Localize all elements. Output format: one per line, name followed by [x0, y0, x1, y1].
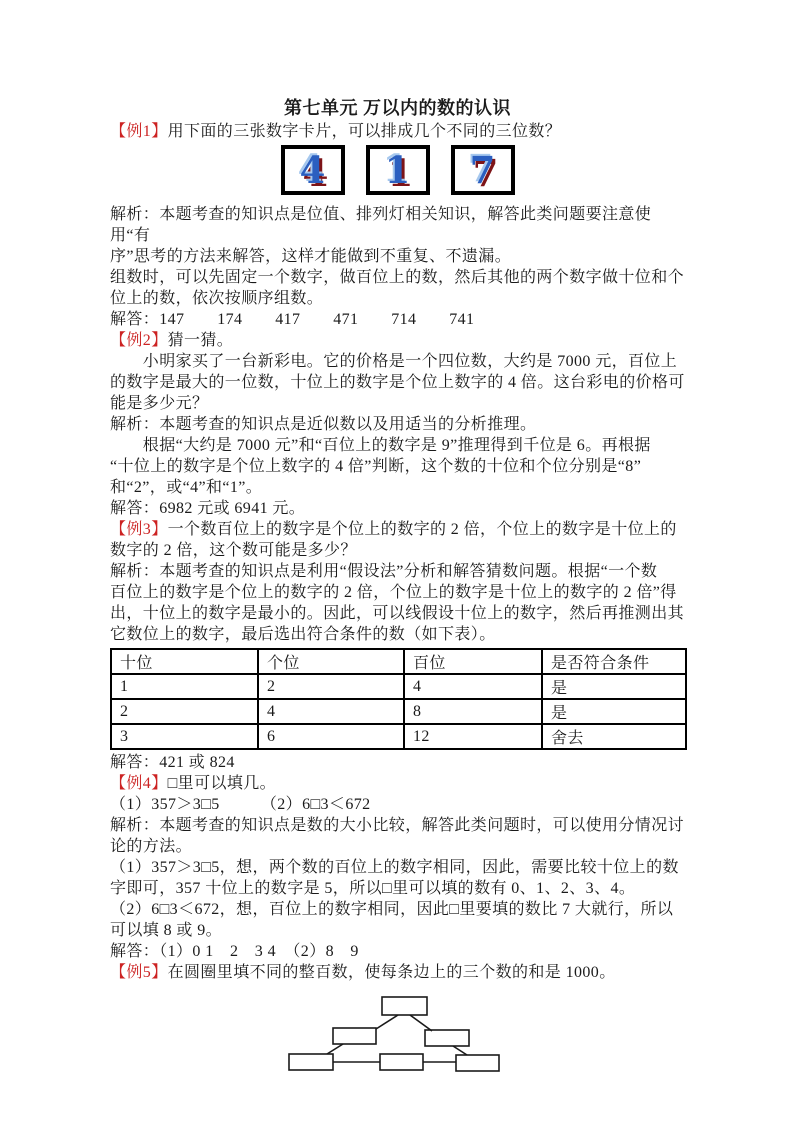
line-text: 在圆圈里填不同的整百数，使每条边上的三个数的和是 1000。: [167, 964, 616, 981]
line-text: 小明家买了一台新彩电。它的价格是一个四位数，大约是 7000 元，百位上: [110, 353, 678, 370]
text-line: [110, 288, 685, 309]
diagram-box: [380, 1054, 423, 1070]
line-text: 组数时，可以先固定一个数字，做百位上的数，然后其他的两个数字做十位和个: [110, 269, 685, 286]
line-text: 解答：147 174 417 471 714 741: [110, 311, 475, 328]
diagram-connector: [410, 1015, 432, 1031]
text-line: [110, 962, 685, 983]
table-cell: 12: [404, 724, 542, 749]
text-line: [110, 330, 685, 351]
line-text: 论的方法。: [110, 838, 193, 855]
line-text: 根据“大约是 7000 元”和“百位上的数字是 9”推理得到千位是 6。再根据: [110, 437, 651, 454]
table-cell: 6: [258, 724, 404, 749]
card-digit: 7: [469, 147, 496, 192]
line-text: （1）357＞3□5，想，两个数的百位上的数字相同，因此，需要比较十位上的数: [110, 859, 679, 876]
text-line: [110, 773, 685, 794]
text-line: [110, 393, 685, 414]
diagram-box: [456, 1055, 499, 1071]
diagram-box: [333, 1028, 376, 1044]
text-line: [110, 815, 685, 836]
line-text: 能是多少元？: [110, 395, 209, 412]
table-header-cell: 是否符合条件: [542, 649, 686, 674]
line-text: 用下面的三张数字卡片，可以排成几个不同的三位数？: [167, 123, 562, 140]
card-digit: 4: [299, 147, 326, 192]
text-line: [110, 582, 685, 603]
example-label: 【例5】: [110, 964, 168, 981]
line-text: 解析：本题考查的知识点是数的大小比较，解答此类问题时，可以使用分情况讨: [110, 817, 685, 834]
line-text: 序”思考的方法来解答，这样才能做到不重复、不遗漏。: [110, 248, 512, 265]
line-text: 解答：6982 元或 6941 元。: [110, 500, 306, 517]
digit-card: [366, 145, 430, 195]
line-text: 解答：421 或 824: [110, 754, 235, 771]
diagram-connector: [453, 1046, 467, 1055]
line-text: 一个数百位上的数字是个位上的数字的 2 倍，个位上的数字是十位上的: [167, 521, 677, 538]
example-label: 【例4】: [110, 775, 168, 792]
text-line: [110, 267, 685, 288]
table-cell: 2: [111, 699, 258, 724]
line-text: 字即可，357 十位上的数字是 5，所以□里可以填的数有 0、1、2、3、4。: [110, 880, 636, 897]
table-row: [111, 674, 686, 699]
text-line: [110, 540, 685, 561]
table-header-cell: 百位: [404, 649, 542, 674]
line-text: （1）357＞3□5 （2）6□3＜672: [110, 796, 371, 813]
text-line: [110, 561, 685, 582]
fill-in-diagram: [250, 995, 685, 1087]
text-line: [110, 414, 685, 435]
digit-card: [451, 145, 515, 195]
line-text: 位上的数，依次按顺序组数。: [110, 290, 324, 307]
table-header-cell: 个位: [258, 649, 404, 674]
text-line: [110, 246, 685, 267]
line-text: 数字的 2 倍，这个数可能是多少？: [110, 542, 357, 559]
example-label: 【例2】: [110, 332, 168, 349]
text-line: [110, 435, 685, 456]
text-line: [110, 498, 685, 519]
text-line: [110, 477, 685, 498]
line-text: 猜一猜。: [167, 332, 234, 349]
table-cell: 是: [542, 674, 686, 699]
line-text: 解析：本题考查的知识点是近似数以及用适当的分析推理。: [110, 416, 537, 433]
diagram-svg: [250, 995, 570, 1087]
text-line: [110, 351, 685, 372]
line-text: 的数字是最大的一位数，十位上的数字是个位上数字的 4 倍。这台彩电的价格可: [110, 374, 685, 391]
example-label: 【例1】: [110, 123, 168, 140]
line-text: 百位上的数字是个位上的数字的 2 倍，个位上的数字是十位上的数字的 2 倍”得: [110, 584, 677, 601]
text-line: [110, 121, 685, 142]
line-text: （2）6□3＜672，想，百位上的数字相同，因此□里要填的数比 7 大就行，所以: [110, 901, 674, 918]
line-text: □里可以填几。: [167, 775, 277, 792]
table-cell: 舍去: [542, 724, 686, 749]
table-cell: 4: [404, 674, 542, 699]
diagram-box: [289, 1054, 333, 1070]
line-text: 可以填 8 或 9。: [110, 922, 223, 939]
table-header-cell: 十位: [111, 649, 258, 674]
text-line: [110, 752, 685, 773]
digit-cards-row: [110, 145, 685, 195]
table-row: [111, 724, 686, 749]
diagram-connector: [376, 1015, 398, 1029]
table-cell: 2: [258, 674, 404, 699]
text-line: [110, 794, 685, 815]
diagram-box: [425, 1030, 469, 1046]
text-line: [110, 519, 685, 540]
table-cell: 3: [111, 724, 258, 749]
text-line: [110, 899, 685, 920]
text-line: [110, 204, 685, 246]
diagram-box: [382, 997, 427, 1015]
line-text: 解析：本题考查的知识点是位值、排列灯相关知识，解答此类问题要注意使用“有: [110, 206, 652, 244]
line-text: 它数位上的数字，最后选出符合条件的数（如下表）。: [110, 626, 496, 643]
text-line: [110, 372, 685, 393]
line-text: 和“2”，或“4”和“1”。: [110, 479, 263, 496]
table-cell: 8: [404, 699, 542, 724]
text-line: [110, 836, 685, 857]
table-header-row: [111, 649, 686, 674]
text-line: [110, 941, 685, 962]
line-text: 解析：本题考查的知识点是利用“假设法”分析和解答猜数问题。根据“一个数: [110, 563, 658, 580]
page-title: 第七单元 万以内的数的认识: [284, 98, 511, 118]
text-line: [110, 456, 685, 477]
example-label: 【例3】: [110, 521, 168, 538]
line-text: “十位上的数字是个位上数字的 4 倍”判断，这个数的十位和个位分别是“8”: [110, 458, 642, 475]
table-row: [111, 699, 686, 724]
line-text: 解答：（1）0 1 2 3 4 （2）8 9: [110, 943, 359, 960]
diagram-connector: [327, 1044, 343, 1054]
line-text: 出，十位上的数字是最小的。因此，可以线假设十位上的数字，然后再推测出其: [110, 605, 685, 622]
text-line: [110, 857, 685, 878]
analysis-table: [110, 648, 687, 750]
text-line: [110, 624, 685, 645]
text-line: [110, 920, 685, 941]
text-line: [110, 878, 685, 899]
digit-card: [281, 145, 345, 195]
table-cell: 1: [111, 674, 258, 699]
table-cell: 4: [258, 699, 404, 724]
text-line: [110, 603, 685, 624]
text-line: [110, 309, 685, 330]
card-digit: 1: [384, 147, 411, 192]
table-cell: 是: [542, 699, 686, 724]
